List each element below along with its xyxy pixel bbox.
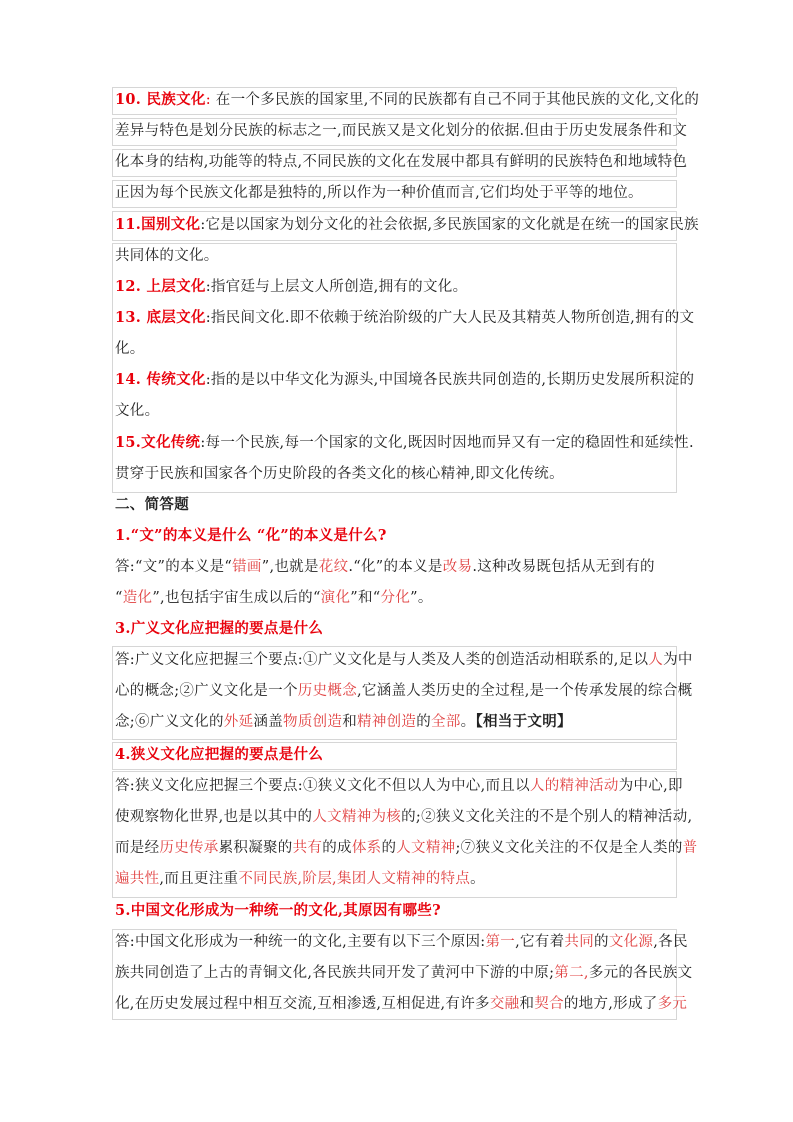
definition-text: 指官廷与上层文人所创造,拥有的文化。 — [210, 279, 468, 295]
definition-text: 文化。 — [115, 403, 160, 419]
answer-4-line-4 — [115, 868, 675, 890]
answer-text: 多元的各民族文 — [588, 965, 693, 981]
definition-10-line-1 — [115, 89, 700, 111]
question-5-title: 5.中国文化形成为一种统一的文化,其原因有哪些? — [115, 902, 441, 919]
definition-text: 它是以国家为划分文化的社会依据,多民族国家的文化就是在统一的国家民族 — [205, 217, 699, 233]
answer-text: ;⑦狭义文化关注的不仅是全人类的 — [455, 840, 683, 856]
definition-12-line-1 — [115, 276, 675, 298]
definition-14-line-1 — [115, 369, 695, 391]
answer-highlight: 历史传承 — [159, 840, 219, 856]
definition-text: 化本身的结构,功能等的特点,不同民族的文化在发展中都具有鲜明的民族特色和地域特色 — [115, 154, 688, 170]
answer-text: 心的概念;②广义文化是一个 — [115, 683, 298, 699]
answer-text: 和 — [342, 714, 358, 730]
answer-text: .这种改易既包括从无到有的 — [472, 559, 655, 575]
definition-13-line-2 — [115, 338, 675, 360]
definition-term: 上层文化 — [146, 278, 206, 295]
answer-text: ,它有着 — [515, 934, 565, 950]
definition-10-line-4 — [115, 182, 675, 204]
answer-text: 和 — [519, 996, 535, 1012]
answer-text: 使观察物化世界,也是以其中的 — [115, 809, 313, 825]
answer-highlight: 普 — [682, 840, 698, 856]
section-title: 二、简答题 — [115, 496, 189, 513]
answer-highlight: 第二, — [554, 965, 589, 981]
answer-highlight: 物质创造 — [283, 714, 343, 730]
answer-3-line-1 — [115, 649, 693, 671]
answer-note: 【相当于文明】 — [475, 713, 572, 730]
definition-13-line-1 — [115, 307, 695, 329]
answer-text: 的 — [416, 714, 432, 730]
definition-number: 10. — [115, 91, 147, 108]
answer-text: ,各民 — [653, 934, 688, 950]
definition-14-line-2 — [115, 400, 675, 422]
answer-5-line-2 — [115, 962, 693, 984]
answer-text: ”,也就是 — [261, 559, 319, 575]
definition-text: 每一个民族,每一个国家的文化,既因时因地而异又有一定的稳固性和延续性. — [205, 435, 694, 451]
answer-3-line-2 — [115, 680, 693, 702]
definition-term: 民族文化 — [146, 91, 206, 108]
answer-text: 化,在历史发展过程中相互交流,互相渗透,互相促进,有许多 — [115, 996, 490, 1012]
answer-text: ”,也包括宇宙生成以后的“ — [152, 590, 321, 606]
question-4-title: 4.狭义文化应把握的要点是什么 — [115, 746, 324, 763]
answer-4-line-2 — [115, 806, 693, 828]
definition-15-line-1 — [115, 432, 694, 454]
definition-separator: : — [205, 92, 216, 108]
answer-text: 涵盖 — [253, 714, 284, 730]
answer-highlight: 人的精神活动 — [529, 778, 619, 794]
answer-highlight: 错画 — [232, 559, 262, 575]
definition-10-line-2 — [115, 120, 688, 142]
answer-text: 为中 — [663, 652, 693, 668]
answer-highlight: 共同 — [564, 934, 595, 950]
answer-text: 。 — [460, 714, 476, 730]
answer-text: 的 — [594, 934, 609, 950]
answer-highlight: 外延 — [223, 714, 254, 730]
definition-separator: : — [200, 217, 206, 233]
definition-separator: : — [205, 310, 211, 326]
definition-text: 指民间文化.即不依赖于统治阶级的广大人民及其精英人物所创造,拥有的文 — [210, 310, 695, 326]
answer-highlight: 不同民族,阶层,集团人文精神的特点 — [238, 871, 471, 887]
answer-highlight: 造化 — [122, 590, 153, 606]
definition-10-line-3 — [115, 151, 688, 173]
answer-4-line-1 — [115, 775, 683, 797]
answer-text: 答:中国文化形成为一种统一的文化,主要有以下三个原因: — [115, 934, 486, 950]
definition-text: 正因为每个民族文化都是独特的,所以作为一种价值而言,它们均处于平等的地位。 — [115, 185, 643, 201]
definition-number: 11. — [115, 216, 142, 233]
answer-5-line-3 — [115, 993, 688, 1015]
answer-text: ”和“ — [350, 590, 381, 606]
question-3-title: 3.广义文化应把握的要点是什么 — [115, 620, 324, 637]
answer-text: 的成 — [322, 840, 352, 856]
answer-highlight: 历史概念 — [297, 683, 357, 699]
definition-separator: : — [205, 279, 211, 295]
definition-term: 国别文化 — [141, 216, 201, 233]
answer-highlight: 文化源 — [608, 934, 654, 950]
answer-text: .“化”的本义是 — [348, 559, 443, 575]
answer-highlight: 人文精神 — [396, 840, 456, 856]
answer-1-line-2 — [115, 587, 675, 609]
answer-text: 累积凝聚的 — [218, 840, 293, 856]
answer-highlight: 共有 — [292, 840, 323, 856]
definition-text: 共同体的文化。 — [115, 248, 219, 264]
answer-3-line-3 — [115, 711, 675, 733]
answer-text: 答:狭义文化应把握三个要点:①狭义文化不但以人为中心,而且以 — [115, 778, 530, 794]
answer-highlight: 花纹 — [318, 559, 349, 575]
definition-number: 14. — [115, 371, 147, 388]
question-1-title: 1.“文”的本义是什么 “化”的本义是什么? — [115, 527, 387, 544]
answer-highlight: 人文精神为核 — [312, 809, 402, 825]
answer-highlight: 分化 — [380, 590, 411, 606]
answer-4-line-3 — [115, 837, 698, 859]
answer-text: ,而且更注重 — [159, 871, 239, 887]
answer-text: 而是经 — [115, 840, 160, 856]
answer-highlight: 精神创造 — [357, 714, 417, 730]
answer-1-line-1 — [115, 556, 675, 578]
answer-highlight: 多元 — [657, 996, 688, 1012]
definition-text: 化。 — [115, 341, 145, 357]
definition-term: 底层文化 — [146, 309, 206, 326]
definition-text: 指的是以中华文化为源头,中国境各民族共同创造的,长期历史发展所积淀的 — [210, 372, 695, 388]
answer-highlight: 全部 — [431, 714, 461, 730]
definition-term: 文化传统 — [141, 434, 201, 451]
answer-5-line-1 — [115, 931, 688, 953]
definition-text: 贯穿于民族和国家各个历史阶段的各类文化的核心精神,即文化传统。 — [115, 466, 564, 482]
answer-highlight: 人 — [648, 652, 664, 668]
definition-text: 差异与特色是划分民族的标志之一,而民族又是文化划分的依据.但由于历史发展条件和文 — [115, 123, 688, 139]
definition-text: 在一个多民族的国家里,不同的民族都有自己不同于其他民族的文化,文化的 — [215, 92, 700, 108]
answer-highlight: 第一 — [485, 934, 516, 950]
definition-separator: : — [205, 372, 211, 388]
definition-15-line-2 — [115, 463, 675, 485]
definition-term: 传统文化 — [146, 371, 206, 388]
definition-11-line-2 — [115, 245, 675, 267]
definition-number: 12. — [115, 278, 147, 295]
answer-text: 答:“文”的本义是“ — [115, 559, 233, 575]
answer-text: 的;②狭义文化关注的不是个别人的精神活动, — [401, 809, 693, 825]
definition-11-line-1 — [115, 214, 699, 236]
answer-highlight: 体系 — [351, 840, 382, 856]
answer-text: ”。 — [410, 590, 433, 606]
answer-text: 念;⑥广义文化的 — [115, 714, 224, 730]
answer-text: 。 — [470, 871, 485, 887]
answer-highlight: 演化 — [320, 590, 351, 606]
definition-separator: : — [200, 435, 206, 451]
answer-highlight: 交融 — [489, 996, 520, 1012]
answer-highlight: 改易 — [442, 559, 473, 575]
answer-highlight: 契合 — [534, 996, 564, 1012]
answer-text: 的地方,形成了 — [563, 996, 658, 1012]
answer-text: 为中心,即 — [618, 778, 683, 794]
answer-text: ,它涵盖人类历史的全过程,是一个传承发展的综合概 — [357, 683, 693, 699]
answer-text: “ — [115, 590, 123, 606]
answer-highlight: 遍共性 — [115, 871, 160, 887]
answer-text: 答:广义文化应把握三个要点:①广义文化是与人类及人类的创造活动相联系的,足以 — [115, 652, 649, 668]
answer-text: 的 — [381, 840, 397, 856]
answer-text: 族共同创造了上古的青铜文化,各民族共同开发了黄河中下游的中原; — [115, 965, 555, 981]
definition-number: 15. — [115, 434, 142, 451]
definition-number: 13. — [115, 309, 147, 326]
